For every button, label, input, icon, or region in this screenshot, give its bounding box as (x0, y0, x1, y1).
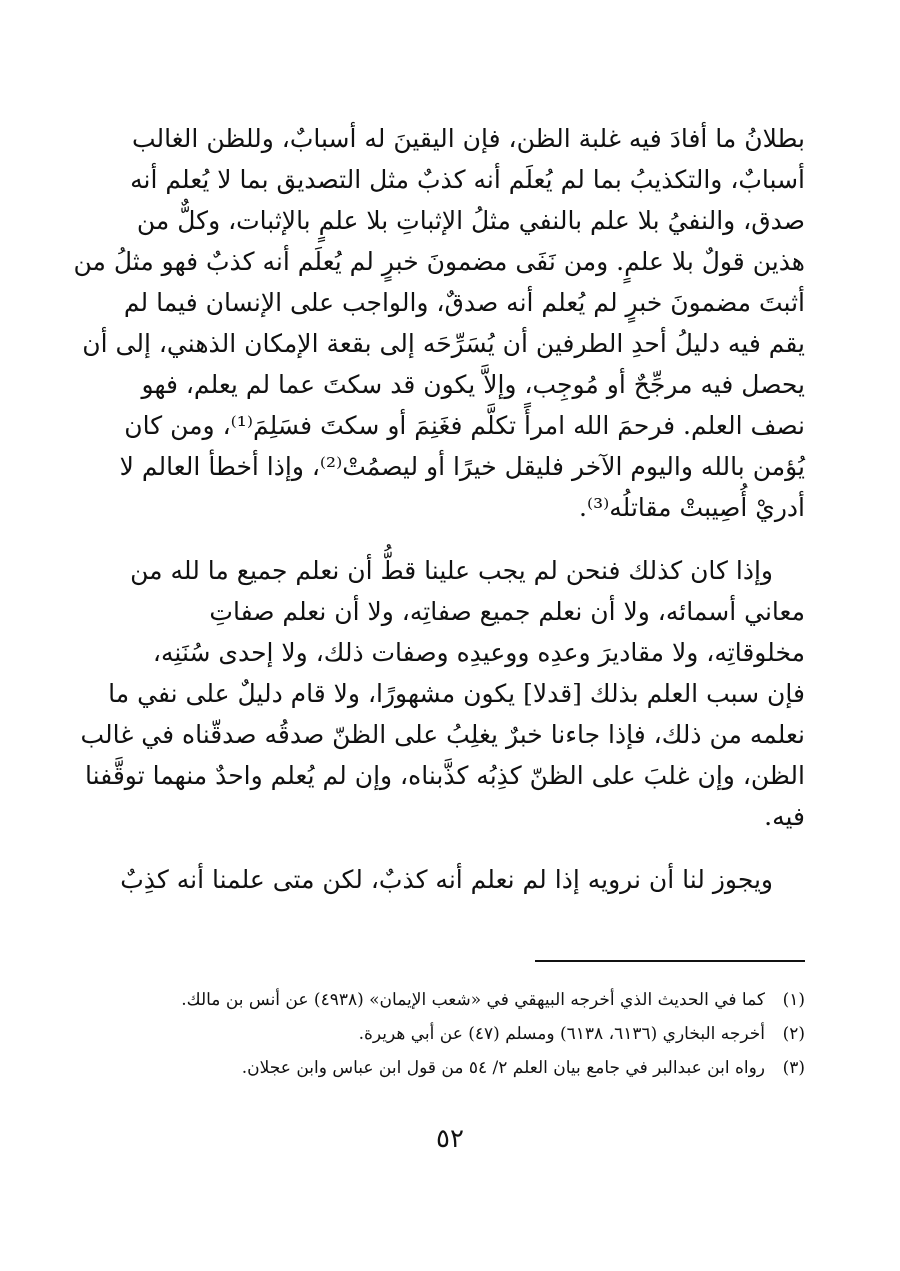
footnote-number: (٢) (782, 1024, 805, 1044)
text-line: مخلوقاتِه، ولا مقاديرَ وعدِه ووعيدِه وصفات ذلك، ولا إحدى سُنَنِه، (152, 638, 805, 667)
paragraph-2 (80, 550, 805, 837)
footnote-1 (115, 985, 805, 1015)
text-line: صدق، والنفيُ بلا علم بالنفي مثلُ الإثباتِ بلا علمٍ بالإثبات، وكلٌّ من (136, 206, 805, 235)
text-line: فيه. (764, 802, 805, 831)
footnote-number: (٣) (782, 1058, 805, 1078)
text-line: هذين قولٌ بلا علمٍ. ومن نَفَى مضمونَ خبرٍ لم يُعلَم أنه كذبٌ فهو مثلُ من (73, 247, 805, 276)
text-line: معاني أسمائه، ولا أن نعلم جميع صفاتِه، ولا أن نعلم صفاتِ (209, 597, 805, 626)
paragraph-1 (73, 118, 805, 528)
text-line: وإذا كان كذلك فنحن لم يجب علينا قطُّ أن نعلم جميع ما لله من (130, 556, 773, 585)
text-line: أثبتَ مضمونَ خبرٍ لم يُعلم أنه صدقٌ، والواجب على الإنسان فيما لم (123, 288, 805, 317)
text-line: أسبابٌ، والتكذيبُ بما لم يُعلَم أنه كذبٌ مثل التصديق بما لا يُعلم أنه (130, 165, 805, 194)
text-line: يقم فيه دليلُ أحدِ الطرفين أن يُسَرِّحَه إلى بقعة الإمكان الذهني، إلى أن (82, 329, 805, 358)
text-line: أدريْ أُصِيبتْ مقاتلُه⁽³⁾. (579, 493, 805, 522)
footnote-text: كما في الحديث الذي أخرجه البيهقي في «شعب الإيمان» (٤٩٣٨) عن أنس بن مالك. (181, 990, 765, 1010)
footnote-number: (١) (782, 990, 805, 1010)
footnote-text: رواه ابن عبدالبر في جامع بيان العلم ٢/ ٥٤ من قول ابن عباس وابن عجلان. (241, 1058, 765, 1078)
footnote-text: أخرجه البخاري (٦١٣٦، ٦١٣٨) ومسلم (٤٧) عن أبي هريرة. (358, 1024, 765, 1044)
page-number: ٥٢ (436, 1124, 464, 1154)
footnote-3 (115, 1053, 805, 1083)
text-line: يحصل فيه مرجِّحٌ أو مُوجِب، وإلاَّ يكون قد سكتَ عما لم يعلم، فهو (141, 370, 805, 399)
text-line: الظن، وإن غلبَ على الظنّ كذِبُه كذَّبناه، وإن لم يُعلم واحدٌ منهما توقَّفنا (85, 761, 805, 790)
footnotes (115, 985, 805, 1087)
footnote-2 (115, 1019, 805, 1049)
text-line: ويجوز لنا أن نرويه إذا لم نعلم أنه كذبٌ، لكن متى علمنا أنه كذِبٌ (120, 865, 773, 894)
text-line: فإن سبب العلم بذلك [قدلا] يكون مشهورًا، ولا قام دليلٌ على نفي ما (108, 679, 805, 708)
main-text (73, 118, 805, 900)
footnote-separator (535, 960, 805, 962)
text-line: نصف العلم. فرحمَ الله امرأً تكلَّم فغَنِمَ أو سكتَ فسَلِمَ⁽¹⁾، ومن كان (124, 411, 805, 440)
paragraph-3 (115, 859, 805, 900)
text-line: بطلانُ ما أفادَ فيه غلبة الظن، فإن اليقينَ له أسبابٌ، وللظن الغالب (131, 124, 805, 153)
text-line: نعلمه من ذلك، فإذا جاءنا خبرٌ يغلِبُ على الظنّ صدقُه صدقّناه في غالب (80, 720, 805, 749)
text-line: يُؤمن بالله واليوم الآخر فليقل خيرًا أو ليصمُتْ⁽²⁾، وإذا أخطأ العالم لا (119, 452, 805, 481)
